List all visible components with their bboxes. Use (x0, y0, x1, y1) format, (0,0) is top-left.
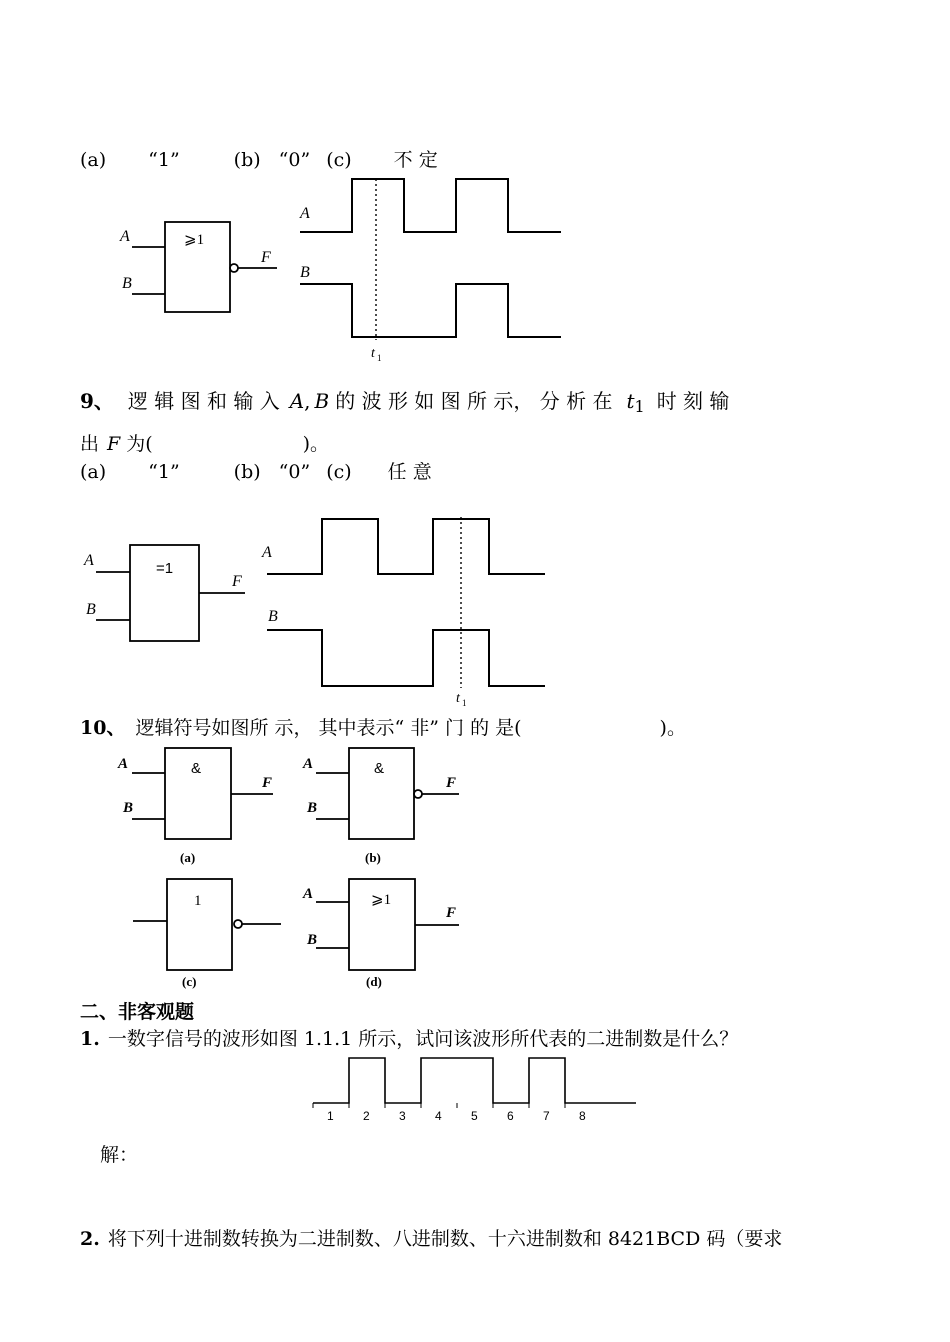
q8-gate-body (165, 222, 230, 312)
q8-gate-symbol: ⩾1 (184, 232, 205, 248)
q10-gate-a-caption: (a) (180, 850, 196, 865)
p2-number: 2. (80, 1228, 100, 1250)
q10-gate-a-out: F (262, 775, 273, 791)
q9-opt-c: (c) (326, 461, 352, 483)
p2-line (80, 1227, 782, 1251)
q9-opt-b: (b) (233, 461, 261, 483)
q9-val-c: 任 意 (387, 461, 432, 483)
p1-slot-label: 7 (543, 1109, 550, 1123)
q10-number: 10、 (80, 717, 126, 739)
q9-var-a: A (289, 389, 305, 413)
q10-gate-b-in-b: B (307, 800, 318, 816)
p1-wave-line (313, 1058, 636, 1103)
p1-line (80, 1027, 738, 1051)
q9-line2-end: )。 (302, 433, 330, 455)
q9-var-t-sub: 1 (634, 397, 645, 416)
q10-line (80, 716, 686, 740)
q10-gate-b-out: F (446, 775, 457, 791)
q9-wave-a (267, 519, 545, 574)
p1-slot-labels (313, 1103, 586, 1123)
q10-gate-a-in-a: A (118, 756, 129, 772)
q10-gate-c-symbol: 1 (194, 893, 202, 909)
q9-comma: , (304, 389, 311, 413)
q10-gate-d-symbol: ⩾1 (371, 892, 392, 908)
p1-answer-label: 解： (100, 1144, 139, 1166)
q8-gate-in-b: B (122, 275, 132, 292)
q9-xor-gate (96, 545, 245, 641)
q10-text: 逻辑符号如图所 示， 其中表示“ 非” 门 的 是( (135, 717, 522, 739)
q9-text-before: 逻 辑 图 和 输 入 (127, 389, 280, 413)
q9-val-a: “1” (148, 461, 180, 483)
q8-wave-a-label: A (300, 205, 310, 222)
q9-number: 9、 (80, 389, 114, 413)
q9-var-f: F (107, 433, 121, 455)
section2-title: 二、非客观题 (80, 1001, 195, 1023)
q9-line2-start: 出 (80, 433, 100, 455)
q8-t1-label: t (371, 346, 375, 361)
q9-gate-in-a: A (84, 552, 94, 569)
q10-gate-d (316, 879, 459, 970)
q8-wave-a (300, 179, 561, 232)
p1-number: 1. (80, 1028, 100, 1050)
q10-gate-d-out: F (446, 905, 457, 921)
q9-t1-sub: 1 (462, 698, 467, 708)
q9-line2-mid: 为( (126, 433, 153, 455)
q9-gate-in-b: B (86, 601, 96, 618)
q8-opt-a: (a) (80, 149, 107, 171)
q9-text-after: 时 刻 输 (656, 389, 730, 413)
q9-wave-b (267, 630, 545, 686)
p1-waveform (313, 1058, 636, 1103)
q10-gate-c (133, 879, 281, 970)
p2-text: 将下列十进制数转换为二进制数、八进制数、十六进制数和 8421BCD 码（要求 (107, 1228, 783, 1250)
q9-line2 (80, 432, 329, 456)
q10-gate-b-in-a: A (303, 756, 314, 772)
q8-opt-b: (b) (233, 149, 261, 171)
q9-gate-body (130, 545, 199, 641)
q9-t1-label: t (456, 691, 460, 706)
q9-text-mid: 的 波 形 如 图 所 示， 分 析 在 (335, 389, 613, 413)
q9-line1 (80, 388, 729, 416)
p1-slot-label: 3 (399, 1109, 406, 1123)
q8-val-c: 不 定 (393, 149, 438, 171)
q9-wave-a-label: A (262, 544, 272, 561)
p1-slot-label: 6 (507, 1109, 514, 1123)
q9-var-t: t (626, 389, 635, 413)
q9-opt-a: (a) (80, 461, 107, 483)
p1-slot-label: 2 (363, 1109, 370, 1123)
p1-slot-label: 1 (327, 1109, 334, 1123)
q10-gate-b-caption: (b) (365, 850, 381, 865)
q10-gate-b (316, 748, 459, 839)
q10-gate-a-in-b: B (123, 800, 134, 816)
p1-text: 一数字信号的波形如图 1.1.1 所示，试问该波形所代表的二进制数是什么？ (107, 1028, 739, 1050)
p1-slot-label: 4 (435, 1109, 442, 1123)
p1-slot-label: 8 (579, 1109, 586, 1123)
q10-gate-b-symbol: & (374, 760, 385, 777)
q9-gate-symbol: =1 (156, 560, 174, 577)
q8-wave-b (300, 284, 561, 337)
q9-wave-b-label: B (268, 608, 278, 625)
q8-t1-sub: 1 (377, 353, 382, 363)
q8-opt-c: (c) (326, 149, 352, 171)
q8-nor-gate (132, 222, 277, 312)
q8-wave-b-label: B (300, 264, 310, 281)
p1-slot-label: 5 (471, 1109, 478, 1123)
q8-val-b: “0” (278, 149, 311, 171)
q10-gate-a-symbol: & (191, 760, 202, 777)
q9-var-b: B (314, 389, 330, 413)
q10-close: )。 (659, 717, 686, 739)
q10-gate-c-caption: (c) (182, 974, 197, 989)
q9-val-b: “0” (278, 461, 311, 483)
q8-gate-in-a: A (120, 228, 130, 245)
q9-options (80, 460, 432, 484)
q8-gate-out-f: F (261, 249, 271, 266)
q10-gate-d-in-a: A (303, 886, 314, 902)
q10-gate-a (132, 748, 273, 839)
q10-gate-d-in-b: B (307, 932, 318, 948)
q8-val-a: “1” (148, 149, 180, 171)
q8-options (80, 148, 438, 172)
q9-gate-out-f: F (232, 573, 242, 590)
q8-inversion-bubble (230, 264, 238, 272)
q10-gate-d-caption: (d) (366, 974, 382, 989)
